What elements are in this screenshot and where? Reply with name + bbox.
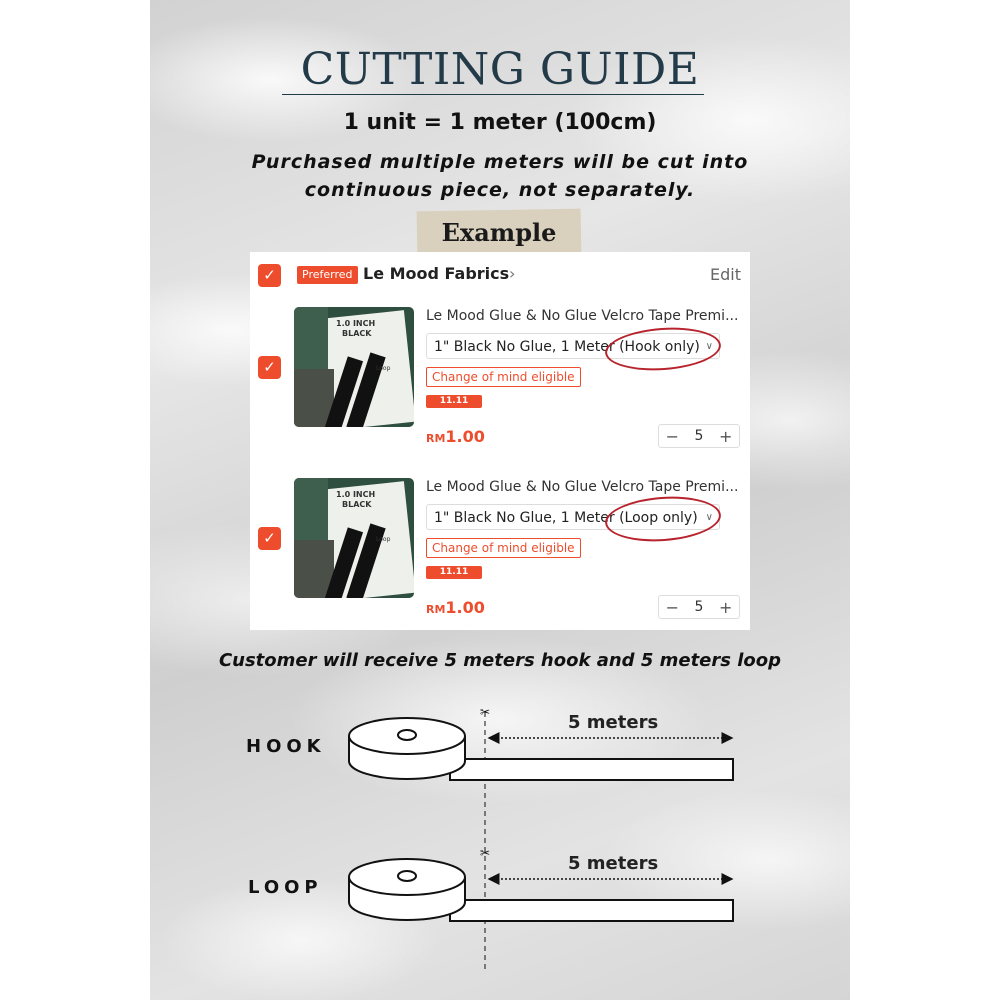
- chevron-down-icon: ∨: [705, 512, 713, 523]
- increase-button[interactable]: +: [718, 597, 733, 617]
- thumb-text: BLACK: [342, 329, 372, 338]
- item-price: RM1.00: [426, 427, 485, 446]
- tape-diagram: [150, 0, 850, 1000]
- hook-length-label: 5 meters: [568, 712, 659, 733]
- item-check-icon[interactable]: ✓: [258, 356, 281, 379]
- change-of-mind-badge: Change of mind eligible: [426, 538, 581, 558]
- cutting-note-line-1: Purchased multiple meters will be cut into: [251, 151, 749, 173]
- preferred-badge: Preferred: [297, 266, 358, 284]
- loop-tape-roll-icon: [349, 859, 733, 921]
- page-title: CUTTING GUIDE: [300, 44, 700, 95]
- product-name[interactable]: Le Mood Glue & No Glue Velcro Tape Premi...: [426, 308, 739, 324]
- scissors-icon: ✂: [480, 705, 491, 719]
- promo-badge: 11.11: [426, 395, 482, 408]
- variant-value: 1" Black No Glue, 1 Meter (Hook only): [434, 339, 700, 355]
- promo-badge: 11.11: [426, 566, 482, 579]
- thumb-text: BLACK: [342, 500, 372, 509]
- decrease-button[interactable]: −: [665, 426, 680, 446]
- loop-length-label: 5 meters: [568, 853, 659, 874]
- increase-button[interactable]: +: [718, 426, 733, 446]
- quantity-value[interactable]: 5: [694, 599, 704, 615]
- thumb-text: 1.0 INCH: [336, 319, 376, 328]
- shop-check-icon[interactable]: ✓: [258, 264, 281, 287]
- unit-definition: 1 unit = 1 meter (100cm): [343, 110, 657, 135]
- example-heading: Example: [441, 218, 557, 247]
- edit-button[interactable]: Edit: [710, 265, 741, 284]
- change-of-mind-badge: Change of mind eligible: [426, 367, 581, 387]
- quantity-value[interactable]: 5: [694, 428, 704, 444]
- chevron-right-icon[interactable]: ›: [509, 264, 516, 283]
- scissors-icon: ✂: [480, 846, 491, 860]
- shop-name[interactable]: Le Mood Fabrics: [363, 264, 510, 283]
- item-check-icon[interactable]: ✓: [258, 527, 281, 550]
- thumb-tag: Loop: [376, 536, 391, 543]
- chevron-down-icon: ∨: [705, 341, 713, 352]
- decrease-button[interactable]: −: [665, 597, 680, 617]
- item-price: RM1.00: [426, 598, 485, 617]
- loop-label: LOOP: [248, 877, 323, 898]
- product-name[interactable]: Le Mood Glue & No Glue Velcro Tape Premi...: [426, 479, 739, 495]
- receive-statement: Customer will receive 5 meters hook and 5 meters loop: [218, 650, 782, 671]
- cutting-note-line-2: continuous piece, not separately.: [304, 179, 696, 201]
- thumb-text: 1.0 INCH: [336, 490, 376, 499]
- hook-label: HOOK: [246, 736, 326, 757]
- thumb-tag: Loop: [376, 365, 391, 372]
- hook-tape-roll-icon: [349, 718, 733, 780]
- variant-value: 1" Black No Glue, 1 Meter (Loop only): [434, 510, 698, 526]
- cutting-guide-poster: [150, 0, 850, 1000]
